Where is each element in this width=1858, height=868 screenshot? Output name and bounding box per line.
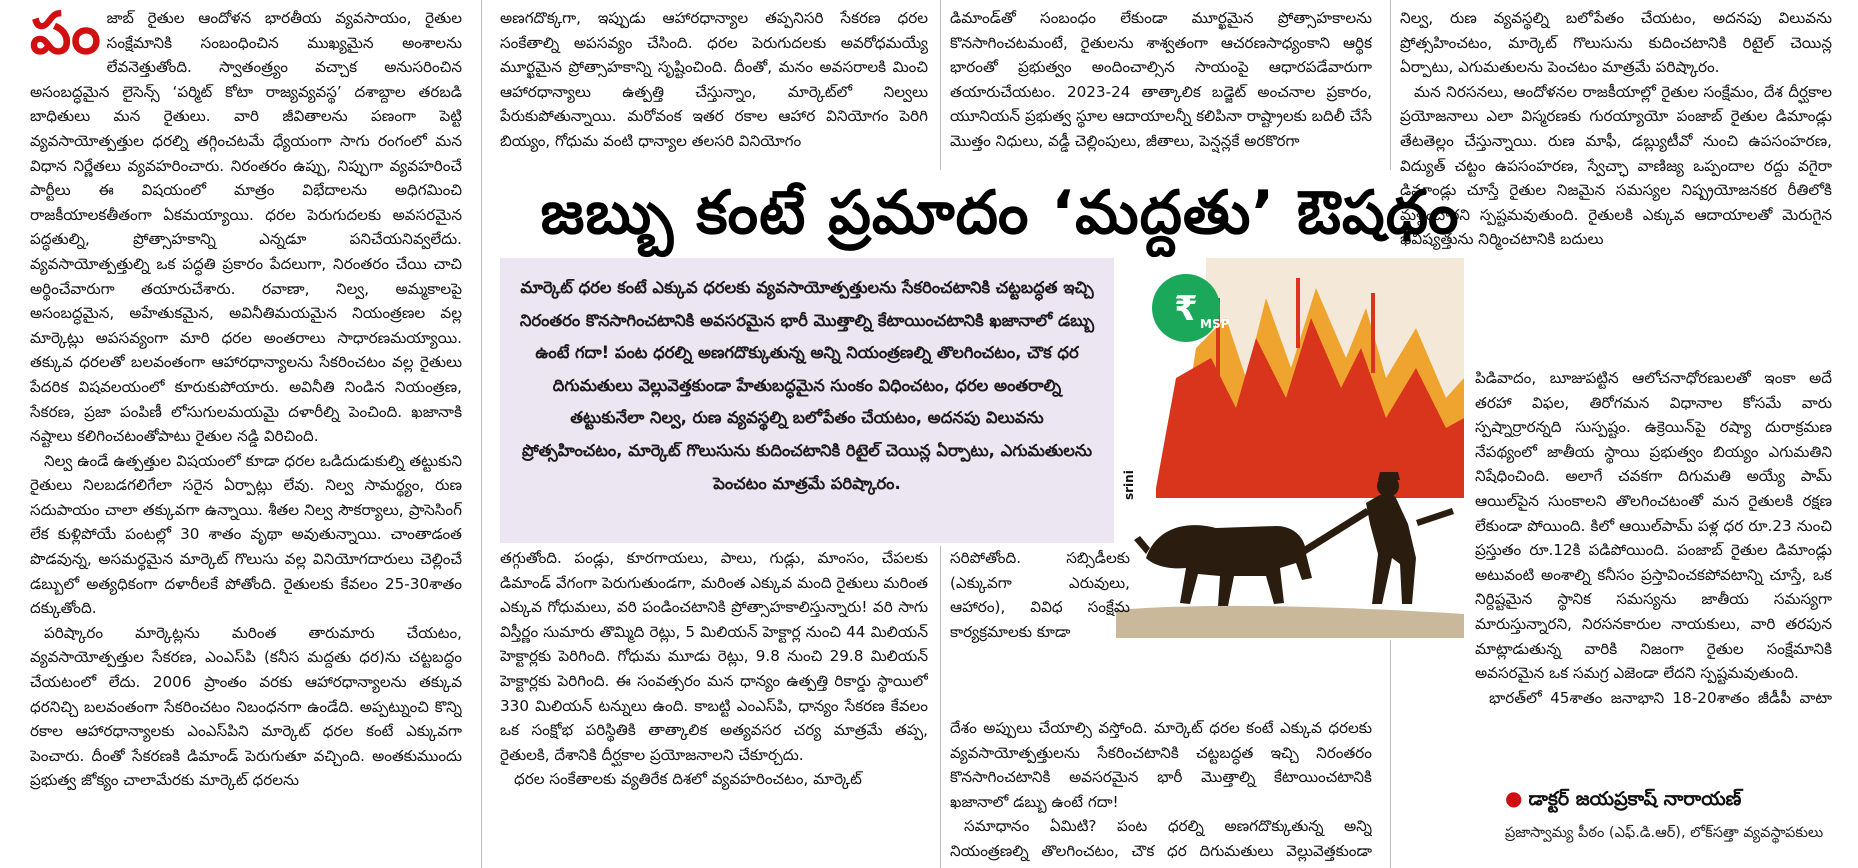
paragraph: సరిపోతోంది. సబ్సిడీలకు (ఎక్కువగా ఎరువులు, ఆహారం), వివిధ సంక్షేమ కార్యక్రమాలకు కూడా <box>950 549 1130 641</box>
paragraph: జాబ్‌ రైతుల ఆందోళన భారతీయ వ్యవసాయం, రైతుల సంక్షేమానికి సంబంధించిన ముఖ్యమైన అంశాలను లేవనెత్తుతోంది. స్వాతంత్ర్యం వచ్చాక అనుసరించిన అసంబద్ధమైన లైసెన్స్‌ ‘పర్మిట్‌ కోటా రాజ్యవ్యవస్థ’ దశాబ్దాల తరబడి బాధితులు మన రైతులు. వారి జీవితాలను పణంగా పెట్టి వ్యవసాయోత్పత్తుల ధరల్ని తగ్గించటమే ధ్యేయంగా సాగు రంగంలో మన విధాన నిర్ణేతలు వ్యవహరించారు. నిరంతరం ఉప్పు, నిప్పుగా వ్యవహరించే పార్టీలు ఈ విషయంలో మాత్రం విభేదాలను అధిగమించి రాజకీయాలకతీతంగా ఏకమయ్యాయి. ధరల పెరుగుదలకు అవసరమైన పద్ధతుల్ని, ప్రోత్సాహకాన్ని ఎన్నడూ పనిచేయనివ్వలేదు. వ్యవసాయోత్పత్తుల్ని ఒక పద్ధతి ప్రకారం పేదలుగా, నిరంతరం చేయి చాచి అర్థించేవారుగా తయారుచేశారు. రవాణా, నిల్వ, అమ్మకాలపై అసంబద్ధమైన, అహేతుకమైన, అవినీతిమయమైన నియంత్రణల వల్ల మార్కెట్లు అపసవ్యంగా మారి ధరల అంతరాలు సాధారణమయ్యాయి. తక్కువ ధరలతో బలవంతంగా ఆహారధాన్యాలను సేకరించటం వల్ల రైతులు పేదరిక విషవలయంలో కూరుకుపోయారు. అవినీతి నిండిన నియంత్రణ, సేకరణ, ప్రజా పంపిణీ లోసుగులమయమై దళారీల్ని పెంచింది. ఖజానాకి నష్టాలు కలిగించటంతోపాటు రైతుల నడ్డి విరిచింది. <box>30 9 462 446</box>
article-column-3-bottom <box>950 716 1372 862</box>
bullet-icon: ● <box>1505 786 1523 810</box>
column-divider <box>481 0 482 868</box>
column-divider <box>1390 0 1391 170</box>
author-byline <box>1505 786 1845 845</box>
paragraph: తగ్గుతోంది. పండ్లు, కూరగాయలు, పాలు, గుడ్లు, మాంసం, చేపలకు డిమాండ్‌ వేగంగా పెరుగుతుండగా, మరింత ఎక్కువ మంది రైతులు మరింత ఎక్కువ గోధుమలు, వరి పండించటానికి ప్రోత్సాహకాలిస్తున్నారు! వరి సాగు విస్తీర్ణం సుమారు తొమ్మిది రెట్లు, 5 మిలియన్‌ హెక్టార్ల నుంచి 44 మిలియన్‌ హెక్టార్లకు పెరిగింది. గోధుమ మూడు రెట్లు, 9.8 నుంచి 29.8 మిలియన్‌ హెక్టార్లకు పెరిగింది. ఈ సంవత్సరం మన ధాన్యం ఉత్పత్తి రికార్డు స్థాయిలో 330 మిలియన్‌ టన్నులు ఉంది. కాబట్టి ఎంఎస్‌పి, ధాన్యం సేకరణ కేవలం ఒక సంక్షోభ పరిస్థితికి తాత్కాలిక అత్యవసర చర్య మాత్రమే తప్ప, రైతులకి, దేశానికి దీర్ఘకాల ప్రయోజనాలని చేకూర్చదు. <box>500 549 928 764</box>
article-column-3-mid <box>950 546 1130 716</box>
paragraph: పిడివాదం, బూజుపట్టిన ఆలోచనాధోరణులతో ఇంకా అదే తరహా విఫల, తిరోగమన విధానాల కోసమే వారు స్పష్నార్రారన్నది సుస్పష్టం. ఉక్రెయిన్‌పై రష్యా దురాక్రమణ నేపథ్యంలో జాతీయ స్థాయి ప్రభుత్వం బియ్యం ఎగుమతిని నిషేధించింది. అలాగే చవకగా దిగుమతి అయ్యే పామ్‌ ఆయిల్‌పైన సుంకాలని తొలగించటంతో మన రైతులకి రక్షణ లేకుండా పోయింది. కిలో ఆయిల్‌పామ్‌ పళ్ల ధర రూ.23 నుంచి ప్రస్తుతం రూ.12కి పడిపోయింది. పంజాబ్‌ రైతుల డిమాండ్లు అటువంటి అంశాల్ని కనీసం ప్రస్తావించకపోవటాన్ని చూస్తే, ఒక నిర్దిష్టమైన స్థానిక సమస్యను జాతీయ సమస్యగా మారుస్తున్నారని, నిరసనకారుల నాయకులు, వారి తరపున మాట్లాడుతున్న వారికి నిజంగా రైతుల సంక్షేమానికి అవసరమైన ఒక సమగ్ర ఎజెండా లేదని స్పష్టమవుతుంది. <box>1475 369 1832 683</box>
paragraph: దేశం అప్పులు చేయాల్సి వస్తోంది. మార్కెట్‌ ధరల కంటే ఎక్కువ ధరలకు వ్యవసాయోత్పత్తులను సేకరించటానికి చట్టబద్ధత ఇచ్చి నిరంతరం కొనసాగించటానికి అవసరమైన భారీ మొత్తాల్ని కేటాయించటానికి ఖజానాలో డబ్బు ఉంటే గదా! <box>950 719 1372 811</box>
paragraph: ధరల సంకేతాలకు వ్యతిరేక దిశలో వ్యవహరించటం, మార్కెట్‌ <box>514 770 862 789</box>
column-divider <box>940 0 941 170</box>
pull-quote-box <box>500 258 1114 543</box>
column-divider <box>1390 640 1391 868</box>
author-designation: ప్రజాస్వామ్య పీఠం (ఎఫ్‌.డి.ఆర్‌), లోక్‌సత్తా వ్యవస్థాపకులు <box>1505 825 1824 841</box>
author-name-line <box>1505 786 1845 815</box>
paragraph: పరిష్కారం మార్కెట్లను మరింత తారుమారు చేయటం, వ్యవసాయోత్పత్తుల సేకరణ, ఎంఎస్‌పి (కనీస మద్దతు ధర)ను చట్టబద్ధం చేయటంలో లేదు. 2006 ప్రాంతం వరకు ఆహారధాన్యాలను తక్కువ ధరనిచ్చి బలవంతంగా సేకరించటం నిబంధనగా ఉండేది. అప్పట్నుంచి కొన్ని రకాల ఆహారధాన్యాలకు ఎంఎస్‌పిని మార్కెట్‌ ధరల కంటే ఎక్కువగా పెంచారు. దీంతో సేకరణకి డిమాండ్‌ పెరుగుతూ వచ్చింది. అంతకుముందు ప్రభుత్వ జోక్యం చాలామేరకు మార్కెట్‌ ధరలను <box>30 623 462 790</box>
paragraph: నిల్వ, రుణ వ్యవస్థల్ని బలోపేతం చేయటం, అదనపు విలువను ప్రోత్సహించటం, మార్కెట్‌ గొలుసును కుదించటానికి రిటైల్‌ చెయిన్ల ఏర్పాటు, ఎగుమతులను పెంచటం మాత్రమే పరిష్కారం. <box>1400 9 1832 77</box>
column-divider <box>940 546 941 868</box>
paragraph: అణగదొక్కగా, ఇప్పుడు ఆహారధాన్యాల తప్పనిసరి సేకరణ ధరల సంకేతాల్ని అపసవ్యం చేసింది. ధరల పెరుగుదలకు అవరోధమయ్యే మూర్ఖమైన ప్రోత్సాహకాన్ని సృష్టించింది. దీంతో, మనం అవసరాలకి మించి ఆహారధాన్యాలు ఉత్పత్తి చేస్తున్నాం, మార్కెట్‌లో నిల్వలు పేరుకుపోతున్నాయి. మరోవంక ఇతర రకాల ఆహార వినియోగం పెరిగి బియ్యం, గోధుమ వంటి ధాన్యాల తలసరి వినియోగం <box>500 9 928 150</box>
article-column-4-bottom <box>1475 366 1832 706</box>
paragraph: డిమాండ్‌తో సంబంధం లేకుండా మూర్ఖమైన ప్రోత్సాహకాలను కొనసాగించటమంటే, రైతులను శాశ్వతంగా ఆచరణసాధ్యంకాని ఆర్థిక భారంతో ప్రభుత్వం అందించాల్సిన సాయంపై ఆధారపడేవారుగా తయారుచేయటం. 2023-24 తాత్కాలిక బడ్జెట్‌ అంచనాల ప్రకారం, యూనియన్‌ ప్రభుత్వ స్థూల ఆదాయాలన్నీ కలిపినా రాష్ట్రాలకు బదిలీ చేసే మొత్తం నిధులు, వడ్డీ చెల్లింపులు, జీతాలు, పెన్షన్లకే అరకొరగా <box>950 9 1372 150</box>
article-column-1 <box>30 6 462 864</box>
pull-quote-text: మార్కెట్‌ ధరల కంటే ఎక్కువ ధరలకు వ్యవసాయోత్పత్తులను సేకరించటానికి చట్టబద్ధత ఇచ్చి నిరంతరం కొనసాగించటానికి అవసరమైన భారీ మొత్తాల్ని కేటాయించటానికి ఖజానాలో డబ్బు ఉంటే గదా! పంట ధరల్ని అణగదొక్కుతున్న అన్ని నియంత్రణల్ని తొలగించటం, చౌక ధర దిగుమతులు వెల్లువెత్తకుండా హేతుబద్ధమైన సుంకం విధించటం, ధరల అంతరాల్ని తట్టుకునేలా నిల్వ, రుణ వ్యవస్థల్ని బలోపేతం చేయటం, అదనపు విలువను ప్రోత్సహించటం, మార్కెట్‌ గొలుసును కుదించటానికి రిటైల్‌ చెయిన్ల ఏర్పాటు, ఎగుమతులను పెంచటం మాత్రమే పరిష్కారం. <box>519 278 1095 493</box>
farmers-protest-illustration <box>1116 258 1464 638</box>
svg-text:₹: ₹ <box>1174 289 1198 329</box>
article-headline: జబ్బు కంటే ప్రమాదం ‘మద్దతు’ ఔషధం <box>540 178 1460 248</box>
paragraph: భారత్‌లో 45శాతం జనాభాని 18-20శాతం జీడీపీ వాటా <box>1489 688 1832 706</box>
drop-cap: పం <box>30 6 101 67</box>
article-column-2-top <box>500 6 928 166</box>
author-name: డాక్టర్‌ జయప్రకాష్‌ నారాయణ్‌ <box>1528 788 1742 810</box>
paragraph: సమాధానం ఏమిటి? పంట ధరల్ని అణగదొక్కుతున్న అన్ని నియంత్రణల్ని తొలగించటం, చౌక ధర దిగుమతులు వెల్లువెత్తకుండా <box>950 817 1372 860</box>
paragraph: నిల్వ ఉండే ఉత్పత్తుల విషయంలో కూడా ధరల ఒడిదుడుకుల్ని తట్టుకుని రైతులు నిలబడగలిగేలా సరైన ఏర్పాట్లు లేవు. నిల్వ సామర్థ్యం, రుణ సదుపాయం చాలా తక్కువగా ఉన్నాయి. శీతల నిల్వ సౌకర్యాలు, ప్రాసెసింగ్‌ లేక కుళ్లిపోయే పంటల్లో 30 శాతం వృథా అవుతున్నాయి. చాంతాడంత పొడవున్న, అసమర్థమైన మార్కెట్‌ గొలుసు వల్ల వినియోగదారులు చెల్లించే డబ్బులో అత్యధికంగా దళారీలకే పోతోంది. రైతులకు కేవలం 25-30శాతం దక్కుతోంది. <box>30 451 462 618</box>
paragraph: మన నిరసనలు, ఆందోళనల రాజకీయాల్లో రైతుల సంక్షేమం, దేశ దీర్ఘకాల ప్రయోజనాలు ఎలా విస్మరణకు గురయ్యాయో పంజాబ్‌ రైతుల డిమాండ్లు తేటతెల్లం చేస్తున్నాయి. రుణ మాఫీ, డబ్ల్యుటీవో నుంచి ఉపసంహరణ, విద్యుత్‌ చట్టం ఉపసంహరణ, స్వేచ్ఛా వాణిజ్య ఒప్పందాల రద్దు వగైరా డిమాండ్లు చూస్తే రైతుల నిజమైన సమస్యల నిష్ప్రయోజనకర రీతిలోకి మళ్లించారని స్పష్టమవుతుంది. రైతులకి ఎక్కువ ఆదాయాలతో మెరుగైన భవిష్యత్తును నిర్మించటానికి బదులు <box>1400 82 1832 249</box>
article-column-2-bottom <box>500 546 928 862</box>
article-column-3-top <box>950 6 1372 166</box>
article-illustration <box>1116 258 1464 638</box>
illustrator-credit: srini <box>1122 470 1136 500</box>
msp-badge-label: MSP <box>1200 317 1230 331</box>
